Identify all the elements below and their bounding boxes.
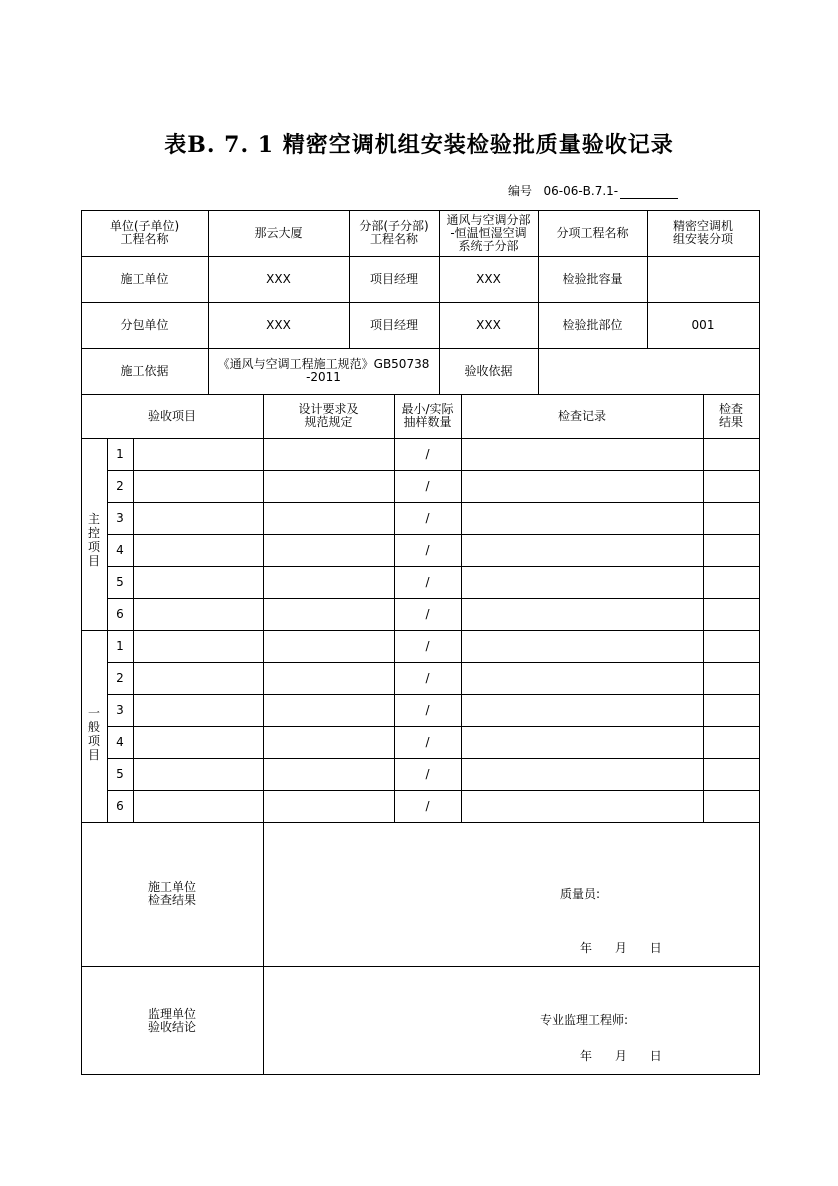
sample-slash: / xyxy=(425,574,430,589)
row-number: 5 xyxy=(116,766,124,781)
subcontractor-label: 分包单位 xyxy=(120,317,169,332)
unit-value: 那云大厦 xyxy=(254,225,303,240)
acceptance-basis-label: 验收依据 xyxy=(464,363,513,378)
location-label: 检验批部位 xyxy=(562,317,623,332)
row-number: 3 xyxy=(116,702,124,717)
row-number: 4 xyxy=(116,542,124,557)
general-group-label: 一 般 项 目 xyxy=(87,706,100,762)
sample-slash: / xyxy=(425,670,430,685)
sample-slash: / xyxy=(425,798,430,813)
sample-slash: / xyxy=(425,702,430,717)
sample-slash: / xyxy=(425,446,430,461)
form-code-value: 06-06-B.7.1- xyxy=(543,184,619,198)
row-number: 3 xyxy=(116,510,124,525)
unit-label: 单位(子单位) 工程名称 xyxy=(109,219,180,246)
pm-value: XXX xyxy=(476,271,501,286)
subcontractor-value: XXX xyxy=(266,317,291,332)
col-sample: 最小/实际 抽样数量 xyxy=(401,402,454,429)
contractor-value: XXX xyxy=(266,271,291,286)
sample-slash: / xyxy=(425,734,430,749)
sample-slash: / xyxy=(425,638,430,653)
form-code xyxy=(508,182,678,199)
page-title: 表B. 7. 1 精密空调机组安装检验批质量验收记录 xyxy=(164,132,674,158)
form-code-label: 编号 xyxy=(508,184,533,198)
supervision-label: 监理单位 验收结论 xyxy=(147,1006,196,1034)
subitem-label: 分项工程名称 xyxy=(556,225,629,240)
row-number: 2 xyxy=(116,670,124,685)
pm-label: 项目经理 xyxy=(369,271,418,286)
row-number: 6 xyxy=(116,606,124,621)
pm2-label: 项目经理 xyxy=(369,317,418,332)
division-value: 通风与空调分部 -恒温恒湿空调 系统子分部 xyxy=(446,212,531,253)
construction-check-date: 年 月 日 xyxy=(580,940,662,955)
acceptance-basis-value xyxy=(538,348,759,394)
contractor-label: 施工单位 xyxy=(120,271,169,286)
quality-inspector-label: 质量员: xyxy=(560,886,601,901)
capacity-label: 检验批容量 xyxy=(562,271,623,286)
row-number: 1 xyxy=(116,638,124,653)
subitem-value: 精密空调机 组安装分项 xyxy=(672,219,733,246)
sample-slash: / xyxy=(425,766,430,781)
main-group-label: 主 控 项 目 xyxy=(87,512,100,568)
sample-slash: / xyxy=(425,542,430,557)
construction-check-label: 施工单位 检查结果 xyxy=(147,880,196,907)
sample-slash: / xyxy=(425,606,430,621)
division-label: 分部(子分部) 工程名称 xyxy=(359,219,429,246)
basis-value: 《通风与空调工程施工规范》GB50738 -2011 xyxy=(217,357,430,384)
row-number: 6 xyxy=(116,798,124,813)
row-number: 5 xyxy=(116,574,124,589)
col-design: 设计要求及 规范规定 xyxy=(298,402,359,429)
form-code-blank xyxy=(620,186,678,199)
col-record: 检查记录 xyxy=(557,408,606,423)
location-value: 001 xyxy=(691,317,715,332)
row-number: 2 xyxy=(116,478,124,493)
row-number: 4 xyxy=(116,734,124,749)
pm2-value: XXX xyxy=(476,317,501,332)
supervision-date: 年 月 日 xyxy=(580,1048,662,1063)
sample-slash: / xyxy=(425,510,430,525)
basis-label: 施工依据 xyxy=(120,363,169,378)
supervising-engineer-label: 专业监理工程师: xyxy=(540,1012,629,1027)
capacity-value xyxy=(647,256,759,302)
col-item: 验收项目 xyxy=(147,408,196,423)
sample-slash: / xyxy=(425,478,430,493)
row-number: 1 xyxy=(116,446,124,461)
col-result: 检查 结果 xyxy=(718,402,743,429)
